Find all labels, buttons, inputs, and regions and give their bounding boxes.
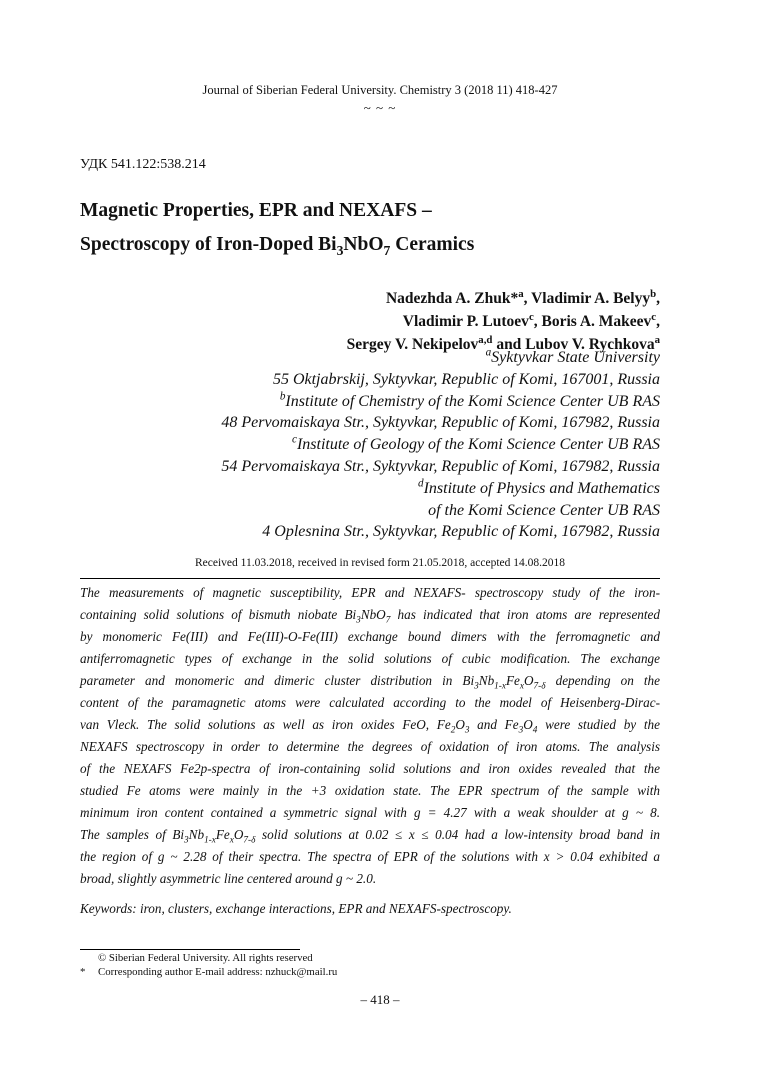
abstract-line: The samples of $Bi_3Nb_{1-x}Fe_xO_{7-\delta}$ solid solutions at 0.02 ≤ x ≤ 0.04 had a low-intensity broad band in [80,827,660,845]
abstract-line: parameter and monomeric and dimeric cluster distribution in $Bi_3Nb_{1-x}Fe_xO_{7-\delta}$ depending on the [80,673,660,691]
page-number: – 418 – [360,992,400,1007]
author-name: Vladimir A. Belyy [531,290,651,307]
abstract-line: by monomeric Fe(III) and Fe(III)-O-Fe(III) exchange bound dimers with the ferromagnetic and [80,629,660,644]
title-line-1: Magnetic Properties, EPR and NEXAFS – [80,200,432,221]
abstract [80,582,660,890]
author-name: Nadezhda A. Zhuk* [385,290,519,307]
affiliation-line: $^d$Institute of Physics and Mathematics [418,477,660,497]
udk-code: УДК 541.122:538.214 [80,157,206,172]
author-name: Lubov V. Rychkova [525,336,655,353]
abstract-line: content of the paramagnetic atoms were calculated according to the model of Heisenberg-Dirac- [80,695,660,710]
affiliation-line: 4 Oplesnina Str., Syktyvkar, Republic of Komi, 167982, Russia [262,523,660,541]
author-name: Sergey V. Nekipelov [346,336,479,353]
copyright-footnote: © Siberian Federal University. All rights reserved [98,952,313,964]
footnote-marker: * [80,966,86,978]
author-name: Vladimir P. Lutoev [402,313,529,330]
abstract-line: broad, slightly asymmetric line centered around g ~ 2.0. [80,871,377,886]
journal-header: Journal of Siberian Federal University. Chemistry 3 (2018 11) 418-427 [202,83,558,97]
footnote-divider [80,949,300,950]
author-name: Boris A. Makeev [541,313,652,330]
abstract-line: the region of g ~ 2.28 of their spectra. The spectra of EPR of the solutions with x > 0.04 exhibited a [80,849,660,864]
header-ornament: ~ ~ ~ [363,100,397,115]
corresponding-author-footnote: Corresponding author E-mail address: nzhuck@mail.ru [98,966,338,978]
affiliation-line: $^b$Institute of Chemistry of the Komi Science Center UB RAS [279,390,660,410]
abstract-line: containing solid solutions of bismuth niobate $Bi_3NbO_7$ has indicated that iron atoms are represented [80,607,660,625]
paper-title [80,194,700,262]
affiliation-line: 54 Pervomaiskaya Str., Syktyvkar, Republic of Komi, 167982, Russia [221,457,660,475]
abstract-line: NEXAFS spectroscopy in order to determine the degrees of oxidation of iron atoms. The analysis [80,739,660,754]
affiliation-line: $^c$Institute of Geology of the Komi Science Center UB RAS [292,433,660,454]
abstract-line: The measurements of magnetic susceptibility, EPR and NEXAFS- spectroscopy study of the iron- [80,585,660,600]
author-line-1: Nadezhda A. Zhuk*$^a$, Vladimir A. Belyy$^b$, [385,287,660,307]
abstract-line: of the NEXAFS Fe2p-spectra of iron-containing solid solutions and iron oxides revealed that the [80,761,660,776]
received-dates: Received 11.03.2018, received in revised form 21.05.2018, accepted 14.08.2018 [194,557,566,569]
affiliation-line: 48 Pervomaiskaya Str., Syktyvkar, Republic of Komi, 167982, Russia [221,414,660,432]
affiliation-line: of the Komi Science Center UB RAS [428,501,660,519]
abstract-line: minimum iron content contained a symmetric signal with g = 4.27 with a weak shoulder at g ~ 8. [80,805,660,820]
affiliation-list [40,347,660,543]
abstract-divider [80,578,660,579]
author-line-3: Sergey V. Nekipelov$^{a,d}$ and Lubov V. Rychkova$^a$ [346,333,660,353]
affiliation-line: $^a$Syktyvkar State University [485,346,660,366]
abstract-line: antiferromagnetic types of exchange in the solid solutions of cubic modification. The exchange [80,651,660,666]
author-list [60,287,660,356]
abstract-line: van Vleck. The solid solutions as well as iron oxides FeO, $Fe_2O_3$ and $Fe_3O_4$ were studied by the [80,717,660,735]
affiliation-line: 55 Oktjabrskij, Syktyvkar, Republic of Komi, 167001, Russia [272,370,660,388]
author-line-2: Vladimir P. Lutoev$^c$, Boris A. Makeev$^c$, [402,310,660,330]
abstract-line: studied Fe atoms were mainly in the +3 oxidation state. The EPR spectrum of the sample with [80,783,660,798]
keywords: Keywords: iron, clusters, exchange interactions, EPR and NEXAFS-spectroscopy. [80,901,512,916]
title-line-2: Spectroscopy of Iron-Doped $Bi_3NbO_7$ Ceramics [80,234,475,258]
